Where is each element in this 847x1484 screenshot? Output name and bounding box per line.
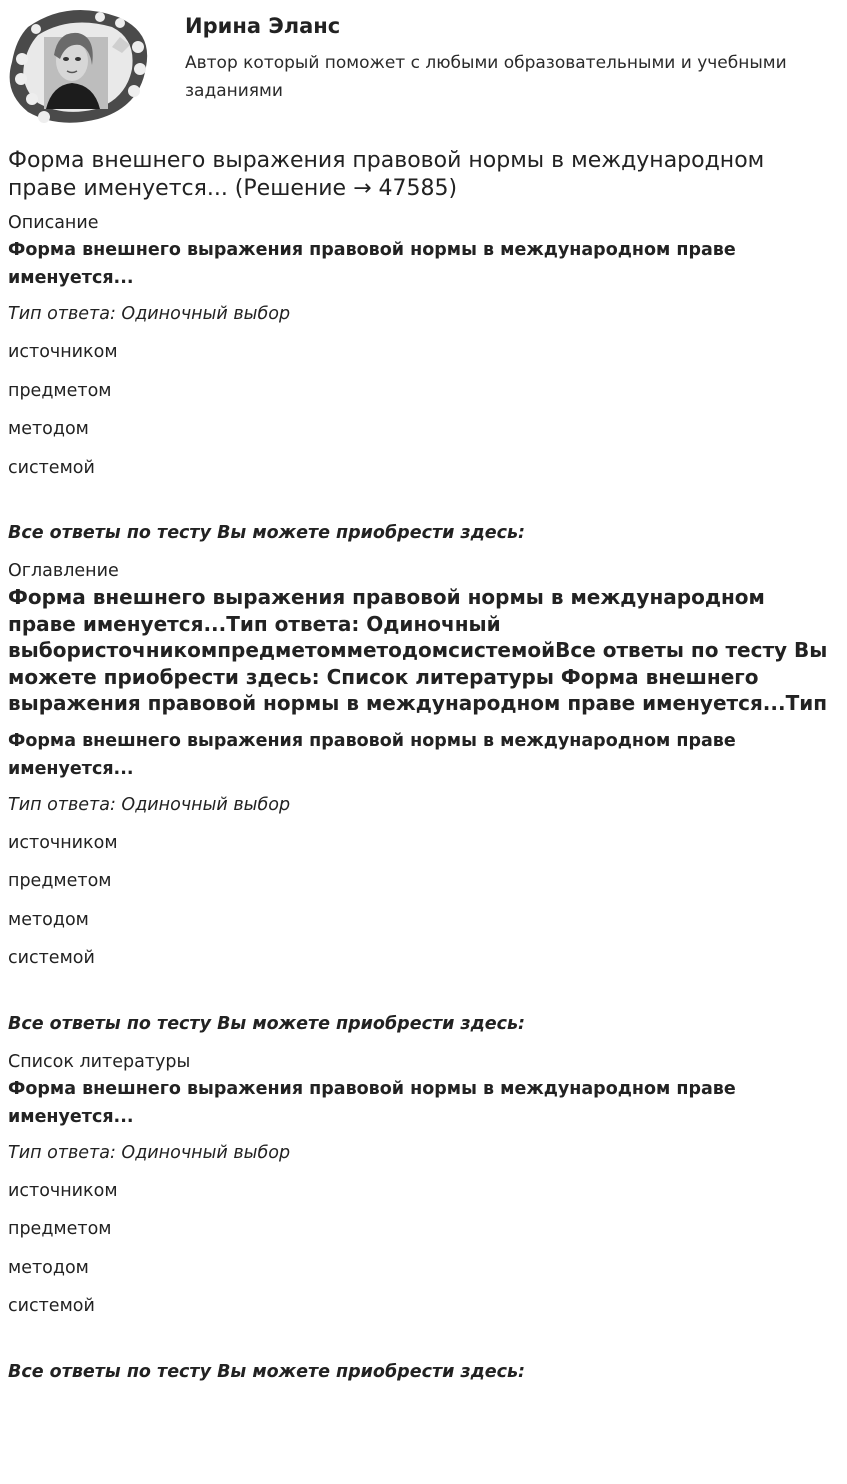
main-content <box>8 147 838 1398</box>
answer-option: системой <box>8 1296 95 1316</box>
toc-heading: Форма внешнего выражения правовой нормы в международном праве именуется...Тип ответа: Одиночный выбористочникомпредметомметодомсистемойВсе ответы по тесту Вы можете приобрести здесь: Список литературы Форма внешнего выражения правовой нормы в международном праве именуется...Тип <box>8 585 828 715</box>
spacer <box>8 494 838 521</box>
answer-option: источником <box>8 1180 118 1201</box>
question-text: Форма внешнего выражения правовой нормы в международном праве именуется... <box>8 730 736 779</box>
answer-option: предметом <box>8 380 112 401</box>
description-section <box>8 211 838 545</box>
answer-option: источником <box>8 342 118 362</box>
section-label-literature: Список литературы <box>8 1051 191 1072</box>
author-name[interactable]: Ирина Эланс <box>185 14 341 38</box>
answer-option: методом <box>8 1257 89 1278</box>
answer-option: методом <box>8 909 89 930</box>
question-text: Форма внешнего выражения правовой нормы в международном праве именуется... <box>8 1078 736 1127</box>
buy-answers-text: Все ответы по тесту Вы можете приобрести здесь: <box>8 1013 526 1034</box>
section-label-toc: Оглавление <box>8 561 119 581</box>
section-label-description: Описание <box>8 213 99 233</box>
avatar-film-frame-icon <box>8 7 150 127</box>
answer-option: системой <box>8 457 95 478</box>
answer-option: предметом <box>8 871 112 891</box>
answer-option: источником <box>8 832 118 853</box>
answer-option: предметом <box>8 1219 112 1239</box>
author-header <box>0 0 847 130</box>
spacer <box>8 985 838 1012</box>
answer-type: Тип ответа: Одиночный выбор <box>8 794 291 815</box>
buy-answers-text: Все ответы по тесту Вы можете приобрести здесь: <box>8 1361 526 1382</box>
answer-option: методом <box>8 419 89 439</box>
answer-option: системой <box>8 948 95 968</box>
author-description: Автор который поможет с любыми образовательными и учебными заданиями <box>185 53 787 101</box>
toc-section <box>8 559 838 1036</box>
literature-section <box>8 1050 838 1384</box>
author-avatar[interactable] <box>8 7 150 127</box>
answer-type: Тип ответа: Одиночный выбор <box>8 304 291 324</box>
answer-type: Тип ответа: Одиночный выбор <box>8 1142 291 1163</box>
buy-answers-text: Все ответы по тесту Вы можете приобрести здесь: <box>8 523 526 543</box>
spacer <box>8 1333 838 1360</box>
question-text: Форма внешнего выражения правовой нормы в международном праве именуется... <box>8 240 736 288</box>
page-title: Форма внешнего выражения правовой нормы в международном праве именуется... (Решение → 47585) <box>8 148 765 201</box>
